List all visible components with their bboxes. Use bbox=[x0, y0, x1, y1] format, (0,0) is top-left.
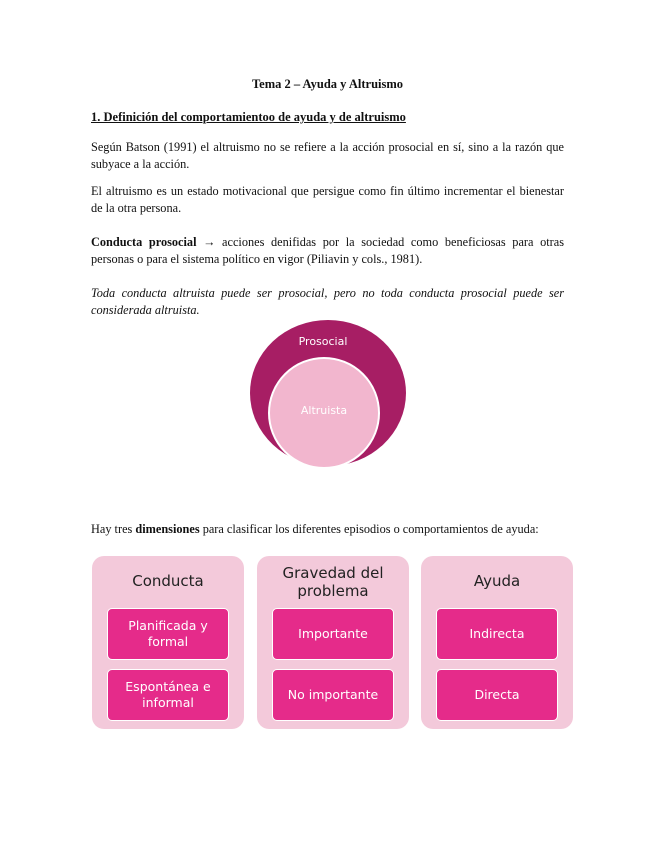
paragraph-prosocial bbox=[91, 234, 564, 268]
paragraph-batson: Según Batson (1991) el altruismo no se refiere a la acción prosocial en sí, sino a la razón que subyace a la acción. bbox=[91, 140, 564, 171]
dimension-title: Ayuda bbox=[473, 572, 521, 590]
paragraph-dimensions bbox=[91, 521, 564, 538]
dimension-item: Importante bbox=[272, 608, 394, 660]
dimension-item: No importante bbox=[272, 669, 394, 721]
paragraph-altruism-definition: El altruismo es un estado motivacional que persigue como fin último incrementar el bienestar de la otra persona. bbox=[91, 184, 564, 215]
dimension-item: Indirecta bbox=[436, 608, 558, 660]
section-heading: 1. Definición del comportamientoo de ayuda y de altruismo bbox=[91, 110, 406, 124]
dimension-panel-ayuda bbox=[421, 556, 573, 729]
document-title: Tema 2 – Ayuda y Altruismo bbox=[251, 77, 404, 91]
dimensions-intro-pre: Hay tres bbox=[91, 522, 136, 536]
dimension-panel-conducta bbox=[92, 556, 244, 729]
prosocial-definition: → acciones denifidas por la sociedad como beneficiosas para otras personas o para el sistema político en vigor (Piliavin y cols., 1981). bbox=[91, 235, 564, 266]
venn-outer-label: Prosocial bbox=[298, 335, 348, 348]
dimension-item: Planificada y formal bbox=[107, 608, 229, 660]
paragraph-italic-note: Toda conducta altruista puede ser prosocial, pero no toda conducta prosocial puede ser considerada altruista. bbox=[91, 286, 564, 317]
dimension-item: Directa bbox=[436, 669, 558, 721]
dimension-title: Conducta bbox=[132, 572, 204, 590]
dimension-title: Gravedad del problema bbox=[282, 564, 384, 600]
dimensions-intro-post: para clasificar los diferentes episodios o comportamientos de ayuda: bbox=[199, 522, 539, 536]
dimension-panel-gravedad bbox=[257, 556, 409, 729]
dimension-item: Espontánea e informal bbox=[107, 669, 229, 721]
prosocial-term: Conducta prosocial bbox=[91, 235, 197, 249]
dimensions-term: dimensiones bbox=[135, 522, 200, 536]
venn-inner-label: Altruista bbox=[300, 404, 348, 417]
